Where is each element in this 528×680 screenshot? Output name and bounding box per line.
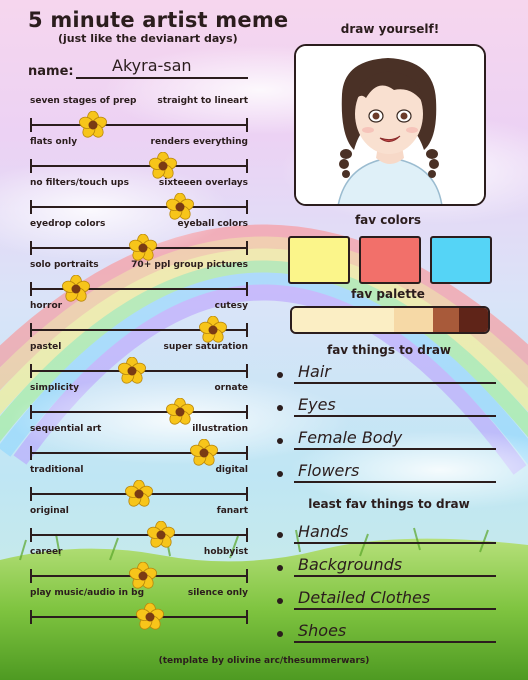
flower-marker-icon[interactable] <box>147 521 175 549</box>
list-bullet <box>277 598 283 604</box>
self-portrait-illustration <box>296 46 484 204</box>
slider-right-label: digital <box>215 465 248 475</box>
page-title: 5 minute artist meme <box>28 8 289 32</box>
list-underline <box>294 415 496 417</box>
slider-left-label: solo portraits <box>30 260 99 270</box>
slider-end-tick <box>246 528 248 542</box>
template-credit: (template by olivine arc/thesummerwars) <box>158 656 370 666</box>
slider-end-tick <box>30 200 32 214</box>
slider-track[interactable] <box>30 411 248 413</box>
slider-left-label: original <box>30 506 69 516</box>
slider-end-tick <box>30 569 32 583</box>
slider-right-label: sixteeen overlays <box>158 178 248 188</box>
slider-track[interactable] <box>30 534 248 536</box>
palette-segment <box>292 308 394 332</box>
color-swatch <box>359 236 421 284</box>
list-underline <box>294 575 496 577</box>
name-label: name: <box>28 64 74 79</box>
color-swatch <box>288 236 350 284</box>
color-swatch <box>430 236 492 284</box>
slider-left-label: seven stages of prep <box>30 96 137 106</box>
list-bullet <box>277 565 283 571</box>
list-item-text: Female Body <box>298 428 403 447</box>
slider-right-label: illustration <box>192 424 248 434</box>
palette-segment <box>459 308 488 332</box>
list-bullet <box>277 532 283 538</box>
list-bullet <box>277 438 283 444</box>
slider-end-tick <box>246 364 248 378</box>
fav-palette-title: fav palette <box>351 287 425 301</box>
slider-right-label: eyeball colors <box>177 219 248 229</box>
slider-end-tick <box>30 446 32 460</box>
list-bullet <box>277 372 283 378</box>
list-bullet <box>277 405 283 411</box>
least-fav-title: least fav things to draw <box>308 497 470 511</box>
flower-marker-icon[interactable] <box>118 357 146 385</box>
list-underline <box>294 542 496 544</box>
name-value: Akyra-san <box>112 56 192 75</box>
slider-end-tick <box>246 200 248 214</box>
flower-marker-icon[interactable] <box>166 193 194 221</box>
list-item-text: Detailed Clothes <box>298 588 431 607</box>
fav-things-title: fav things to draw <box>326 343 451 357</box>
slider-end-tick <box>246 405 248 419</box>
slider-right-label: renders everything <box>150 137 248 147</box>
flower-marker-icon[interactable] <box>129 234 157 262</box>
draw-yourself-title: draw yourself! <box>340 22 440 36</box>
slider-right-label: silence only <box>187 588 248 598</box>
slider-right-label: ornate <box>214 383 248 393</box>
list-item-text: Eyes <box>298 395 336 414</box>
self-portrait-frame <box>294 44 486 206</box>
slider-end-tick <box>30 118 32 132</box>
slider-right-label: hobbyist <box>203 547 248 557</box>
slider-end-tick <box>30 528 32 542</box>
slider-end-tick <box>246 159 248 173</box>
slider-left-label: eyedrop colors <box>30 219 106 229</box>
flower-marker-icon[interactable] <box>199 316 227 344</box>
list-bullet <box>277 471 283 477</box>
slider-track[interactable] <box>30 165 248 167</box>
slider-left-label: pastel <box>30 342 62 352</box>
fav-palette-bar <box>290 306 490 334</box>
slider-left-label: play music/audio in bg <box>30 588 145 598</box>
slider-left-label: no filters/touch ups <box>30 178 129 188</box>
list-item-text: Backgrounds <box>298 555 403 574</box>
slider-end-tick <box>30 241 32 255</box>
list-item-text: Hair <box>298 362 331 381</box>
list-underline <box>294 608 496 610</box>
slider-end-tick <box>246 487 248 501</box>
slider-end-tick <box>30 487 32 501</box>
slider-right-label: 70+ ppl group pictures <box>131 260 248 270</box>
flower-marker-icon[interactable] <box>136 603 164 631</box>
list-underline <box>294 448 496 450</box>
slider-end-tick <box>30 405 32 419</box>
page-subtitle: (just like the devianart days) <box>58 32 238 45</box>
slider-left-label: traditional <box>30 465 84 475</box>
palette-segment <box>394 308 433 332</box>
slider-end-tick <box>246 569 248 583</box>
slider-end-tick <box>30 323 32 337</box>
slider-end-tick <box>30 364 32 378</box>
flower-marker-icon[interactable] <box>190 439 218 467</box>
flower-marker-icon[interactable] <box>149 152 177 180</box>
name-underline <box>76 77 248 79</box>
list-underline <box>294 641 496 643</box>
slider-right-label: super saturation <box>163 342 248 352</box>
flower-marker-icon[interactable] <box>79 111 107 139</box>
slider-end-tick <box>30 610 32 624</box>
palette-segment <box>433 308 458 332</box>
slider-end-tick <box>246 610 248 624</box>
slider-end-tick <box>30 282 32 296</box>
slider-end-tick <box>246 446 248 460</box>
list-bullet <box>277 631 283 637</box>
list-item-text: Flowers <box>298 461 360 480</box>
slider-right-label: straight to lineart <box>157 96 248 106</box>
slider-end-tick <box>246 118 248 132</box>
flower-marker-icon[interactable] <box>166 398 194 426</box>
flower-marker-icon[interactable] <box>125 480 153 508</box>
slider-left-label: horror <box>30 301 63 311</box>
flower-marker-icon[interactable] <box>62 275 90 303</box>
slider-track[interactable] <box>30 206 248 208</box>
slider-left-label: flats only <box>30 137 78 147</box>
list-item-text: Hands <box>298 522 349 541</box>
slider-end-tick <box>30 159 32 173</box>
slider-end-tick <box>246 323 248 337</box>
slider-right-label: cutesy <box>214 301 248 311</box>
slider-left-label: sequential art <box>30 424 102 434</box>
slider-left-label: career <box>30 547 63 557</box>
slider-right-label: fanart <box>216 506 248 516</box>
flower-marker-icon[interactable] <box>129 562 157 590</box>
list-item-text: Shoes <box>298 621 347 640</box>
fav-colors-title: fav colors <box>354 213 422 227</box>
list-underline <box>294 382 496 384</box>
slider-track[interactable] <box>30 124 248 126</box>
slider-end-tick <box>246 282 248 296</box>
list-underline <box>294 481 496 483</box>
slider-end-tick <box>246 241 248 255</box>
slider-left-label: simplicity <box>30 383 80 393</box>
